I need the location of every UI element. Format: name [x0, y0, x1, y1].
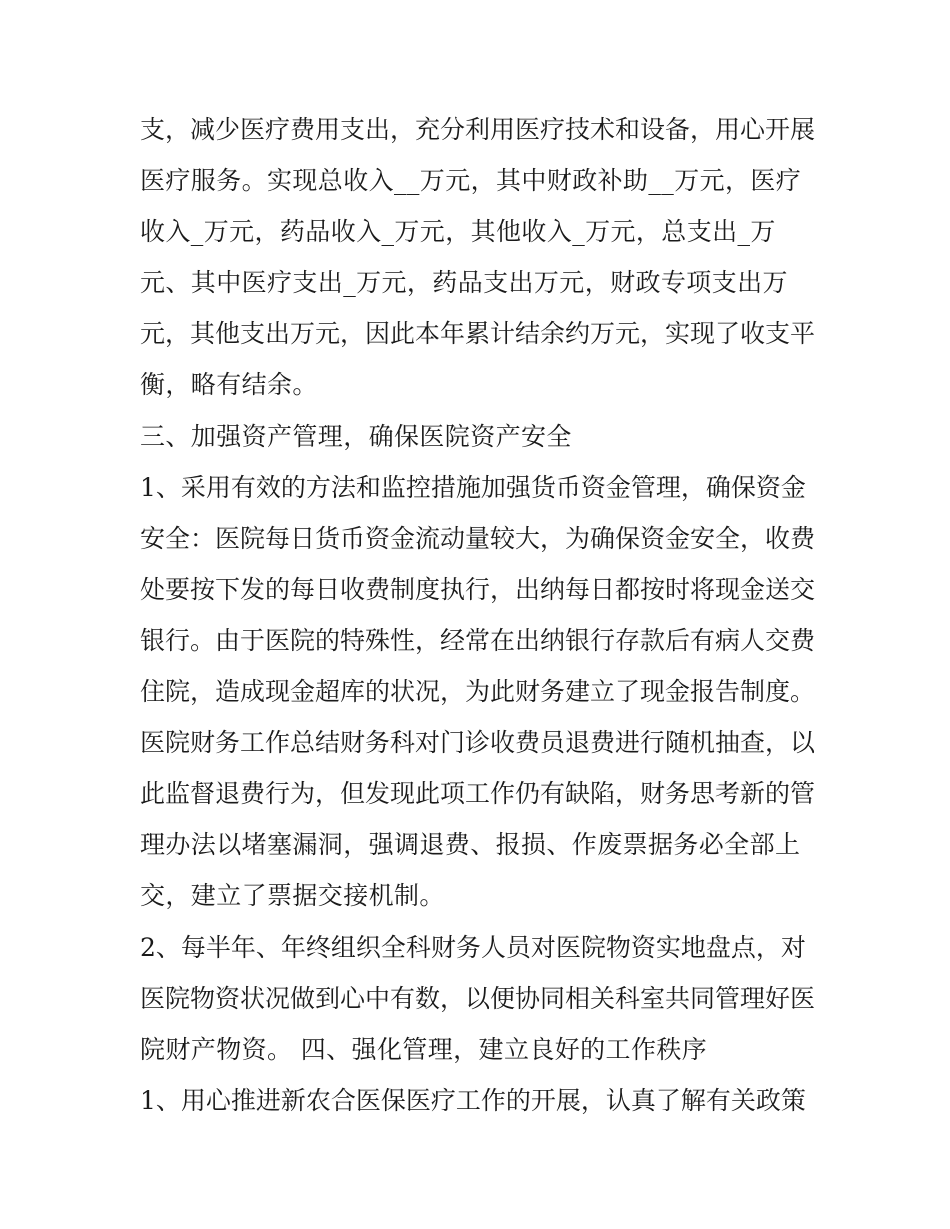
text-line: 安全：医院每日货币资金流动量较大，为确保资金安全，收费: [140, 523, 816, 553]
text-line: 元、其中医疗支出_万元，药品支出万元，财政专项支出万: [140, 268, 788, 298]
text-line: 收入_万元，药品收入_万元，其他收入_万元，总支出_万: [140, 217, 776, 247]
text-line: 支，减少医疗费用支出，充分利用医疗技术和设备，用心开展: [140, 115, 816, 144]
text-line: 此监督退费行为，但发现此项工作仍有缺陷，财务思考新的管: [140, 779, 816, 809]
document-body: [140, 104, 815, 1126]
text-line: 医院物资状况做到心中有数，以便协同相关科室共同管理好医: [140, 983, 816, 1013]
text-line: 2、每半年、年终组织全科财务人员对医院物资实地盘点，对: [140, 932, 806, 962]
text-line: 1、采用有效的方法和监控措施加强货币资金管理，确保资金: [140, 472, 806, 502]
text-line: 医院财务工作总结财务科对门诊收费员退费进行随机抽查，以: [140, 728, 816, 758]
text-line: 院财产物资。 四、强化管理，建立良好的工作秩序: [140, 1034, 708, 1064]
text-line: 银行。由于医院的特殊性，经常在出纳银行存款后有病人交费: [140, 625, 816, 655]
text-line: 衡，略有结余。: [140, 370, 318, 400]
text-line: 住院，造成现金超库的状况，为此财务建立了现金报告制度。: [140, 677, 816, 707]
text-line: 处要按下发的每日收费制度执行，出纳每日都按时将现金送交: [140, 574, 816, 604]
text-line: 元，其他支出万元，因此本年累计结余约万元，实现了收支平: [140, 319, 816, 349]
section-heading: 三、加强资产管理，确保医院资产安全: [140, 421, 572, 451]
text-line: 医疗服务。实现总收入__万元，其中财政补助__万元，医疗: [140, 166, 802, 196]
text-line: 1、用心推进新农合医保医疗工作的开展，认真了解有关政策: [140, 1085, 806, 1115]
text-line: 理办法以堵塞漏洞，强调退费、报损、作废票据务必全部上: [140, 830, 801, 860]
text-line: 交，建立了票据交接机制。: [140, 881, 445, 911]
